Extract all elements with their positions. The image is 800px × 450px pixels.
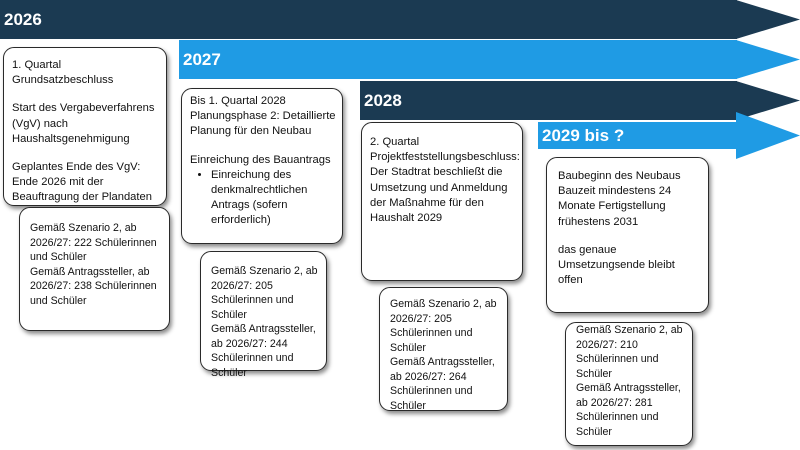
- phase-2026-box: [3, 47, 167, 206]
- students-2029-box: [565, 322, 693, 446]
- students-2027-box: [200, 251, 327, 379]
- arrow-head-icon: [736, 81, 800, 120]
- year-band-2027: [179, 40, 800, 79]
- students-applicant-text: Gemäß Antragssteller, ab 2026/27: 238 Schülerinnen und Schüler: [30, 265, 157, 307]
- phase-2028-text: 2. Quartal Projektfeststellungsbeschluss: Der Stadtrat beschließt die Umsetzung und Anmeldung der Maßnahme für den Haushalt 2029: [370, 136, 520, 225]
- students-2028-box: [379, 287, 508, 411]
- arrow-head-icon: [736, 40, 800, 79]
- students-scenario-text: Gemäß Szenario 2, ab 2026/27: 205 Schülerinnen und Schüler: [211, 265, 318, 321]
- students-2026-box: [19, 207, 170, 331]
- students-scenario-text: Gemäß Szenario 2, ab 2026/27: 222 Schülerinnen und Schüler: [30, 222, 157, 263]
- year-band-2028: [360, 81, 800, 120]
- year-label-2026: 2026: [4, 9, 42, 29]
- phase-2028-box: [361, 122, 523, 281]
- year-label-2029: 2029 bis ?: [542, 125, 625, 145]
- phase-2029-text: Baubeginn des Neubaus Bauzeit mindestens 24 Monate Fertigstellung frühestens 2031: [558, 170, 681, 228]
- phase-2027-text: Bis 1. Quartal 2028 Planungsphase 2: Detaillierte Planung für den Neubau: [190, 95, 336, 138]
- phase-2027-bullet: • Einreichung des denkmalrechtlichen Antrags (sofern erforderlich): [211, 168, 336, 229]
- year-band-2029: [538, 122, 800, 149]
- students-applicant-text: Gemäß Antragssteller, ab 2026/27: 244 Schülerinnen und Schüler: [211, 323, 316, 379]
- phase-2026-text: Geplantes Ende des VgV: Ende 2026 mit der Beauftragung der Plandaten: [12, 161, 152, 204]
- phase-2027-text: Einreichung des Bauantrags: [190, 153, 331, 166]
- arrow-head-icon: [736, 0, 800, 39]
- phase-2029-box: [546, 157, 709, 313]
- year-label-2027: 2027: [183, 49, 221, 69]
- phase-2026-text: 1. Quartal Grundsatzbeschluss: [12, 59, 114, 87]
- students-applicant-text: Gemäß Antragssteller, ab 2026/27: 281 Schülerinnen und Schüler: [576, 382, 681, 438]
- students-scenario-text: Gemäß Szenario 2, ab 2026/27: 205 Schülerinnen und Schüler: [390, 298, 497, 354]
- year-band-2026: [0, 0, 800, 39]
- phase-2029-text: das genaue Umsetzungsende bleibt offen: [558, 243, 675, 287]
- year-label-2028: 2028: [364, 90, 402, 110]
- year-band-bar: [179, 40, 737, 79]
- students-scenario-text: Gemäß Szenario 2, ab 2026/27: 210 Schülerinnen und Schüler: [576, 324, 683, 380]
- year-band-bar: [360, 81, 737, 120]
- phase-2027-box: [181, 88, 343, 244]
- year-band-bar: [0, 0, 737, 39]
- students-applicant-text: Gemäß Antragssteller, ab 2026/27: 264 Schülerinnen und Schüler: [390, 356, 495, 412]
- phase-2026-text: Start des Vergabeverfahrens (VgV) nach Haushaltsgenehmigung: [12, 102, 155, 145]
